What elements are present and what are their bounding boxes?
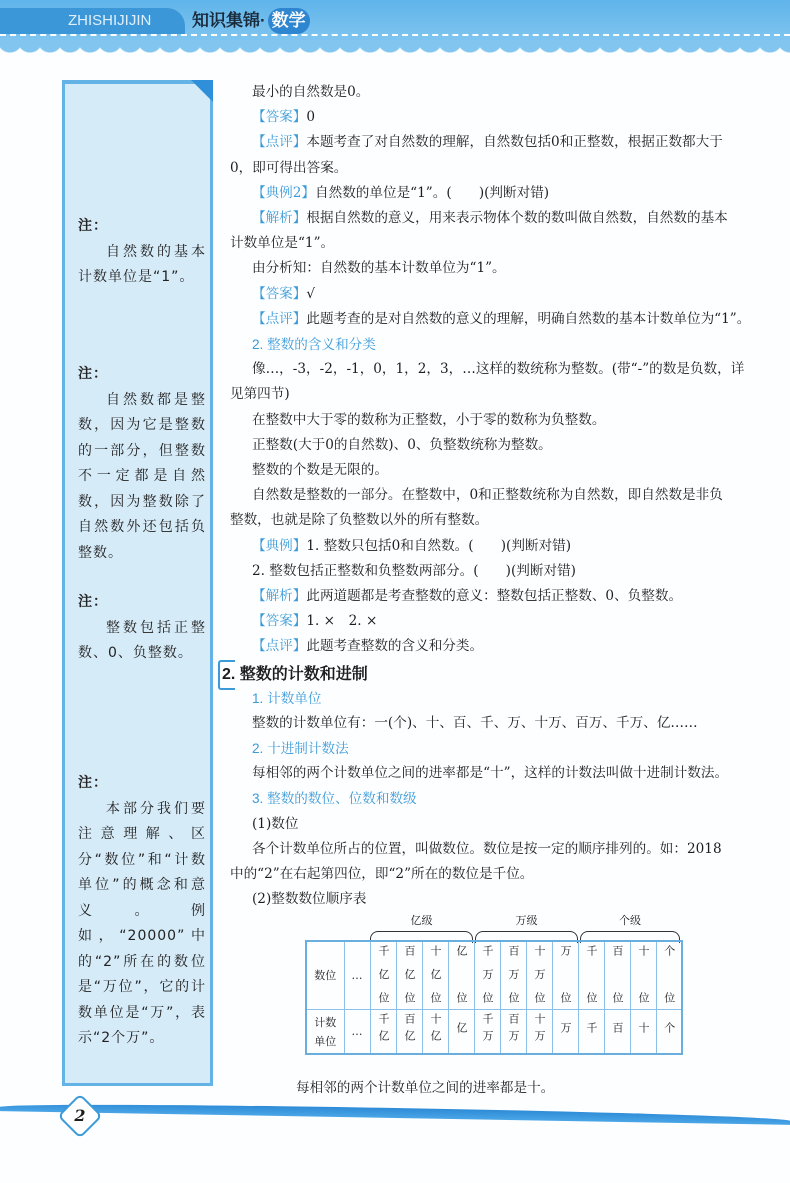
text-line xyxy=(230,408,770,433)
place-cell xyxy=(526,941,552,1010)
line-text: (2)整数数位顺序表 xyxy=(252,891,367,908)
unit-text: 十万 xyxy=(533,1013,546,1047)
group-ge xyxy=(580,912,680,943)
note-3 xyxy=(78,590,206,667)
group-label: 个级 xyxy=(619,914,641,927)
note-heading: 注： xyxy=(78,366,108,382)
text-line xyxy=(230,609,770,634)
subheading: 3. 整数的数位、位数和数级 xyxy=(252,791,417,807)
section-heading xyxy=(218,660,770,686)
label-tag: 【答案】 xyxy=(252,613,307,630)
table-caption: 每相邻的两个计数单位之间的进率都是十。 xyxy=(296,1080,555,1096)
ellipsis-cell: … xyxy=(344,941,370,1010)
subheading: 2. 整数的含义和分类 xyxy=(252,337,376,353)
unit-cell xyxy=(656,1010,682,1055)
line-text: 1. 整数只包括0和自然数。( )(判断对错) xyxy=(306,537,572,554)
line-text: 整数的个数是无限的。 xyxy=(252,462,388,479)
line-text: 像…，-3，-2，-1，0，1，2，3，…这样的数统称为整数。(带“-”的数是负数，详 xyxy=(252,361,745,378)
place-text: 个位 xyxy=(662,945,676,1003)
note-body: 自然数都是整数，因为它是整数的一部分，但整数不一定都是自然数，因为整数除了自然数外还包括负整数。 xyxy=(78,391,206,561)
place-text: 千万位 xyxy=(481,945,494,1003)
line-text: 2. 整数包括正整数和负整数两部分。( )(判断对错) xyxy=(252,562,576,579)
label-tag: 【解析】 xyxy=(252,210,307,227)
header-title xyxy=(192,8,310,34)
place-text: 十万位 xyxy=(533,945,546,1003)
line-text: 0 xyxy=(306,109,316,126)
unit-cell xyxy=(630,1010,656,1055)
unit-cell xyxy=(370,1010,396,1055)
line-text: √ xyxy=(306,285,316,302)
note-body: 整数包括正整数、0、负整数。 xyxy=(78,619,206,661)
subheading: 2. 十进制计数法 xyxy=(252,741,349,757)
unit-text: 亿 xyxy=(455,1021,468,1039)
place-text: 百位 xyxy=(611,945,624,1003)
place-text: 百万位 xyxy=(507,945,520,1003)
unit-cell xyxy=(500,1010,526,1055)
text-line xyxy=(230,282,770,307)
unit-cell xyxy=(422,1010,448,1055)
row-label: 计数单位 xyxy=(306,1010,344,1055)
header-brand: ZHISHIJIJIN xyxy=(0,8,185,34)
line-text: 自然数的单位是“1”。( )(判断对错) xyxy=(315,184,550,201)
unit-text: 千万 xyxy=(481,1013,494,1047)
place-cell xyxy=(500,941,526,1010)
place-cell xyxy=(422,941,448,1010)
ellipsis-cell: … xyxy=(344,1010,370,1055)
label-tag: 【典例2】 xyxy=(252,184,316,201)
unit-cell xyxy=(552,1010,578,1055)
line-text: 整数，也就是除了负整数以外的所有整数。 xyxy=(230,512,489,529)
text-line xyxy=(230,256,770,281)
line-text: 此题考查的是对自然数的意义的理解，明确自然数的基本计数单位为“1”。 xyxy=(306,310,751,327)
corner-fold xyxy=(191,80,213,102)
place-text: 十亿位 xyxy=(429,945,442,1003)
unit-text: 千 xyxy=(585,1021,598,1039)
place-cell xyxy=(656,941,682,1010)
note-heading: 注： xyxy=(78,218,108,234)
text-line xyxy=(230,382,770,407)
book-title: 知识集锦· xyxy=(192,11,266,30)
text-line xyxy=(230,105,770,130)
text-line xyxy=(230,357,770,382)
line-text: 正整数(大于0的自然数)、0、负整数统称为整数。 xyxy=(252,436,552,453)
text-line xyxy=(230,508,770,533)
text-line xyxy=(230,887,770,912)
line-text: 每相邻的两个计数单位之间的进率都是“十”，这样的计数法叫做十进制计数法。 xyxy=(252,765,729,782)
label-tag: 【点评】 xyxy=(252,134,307,151)
label-tag: 【典例】 xyxy=(252,537,307,554)
place-cell xyxy=(630,941,656,1010)
text-line xyxy=(230,80,770,105)
subject-badge: 数学 xyxy=(268,8,310,34)
footer-wave-line xyxy=(0,1101,790,1125)
place-cell xyxy=(474,941,500,1010)
label-tag: 【解析】 xyxy=(252,588,307,605)
line-text: 由分析知：自然数的基本计数单位为“1”。 xyxy=(252,260,506,277)
header-dashed-line xyxy=(0,34,790,36)
place-cell xyxy=(552,941,578,1010)
place-cell xyxy=(578,941,604,1010)
text-line xyxy=(230,307,770,332)
text-line xyxy=(230,534,770,559)
line-text: 本题考查了对自然数的理解，自然数包括0和正整数，根据正数都大于 xyxy=(306,134,723,151)
note-1 xyxy=(78,214,206,291)
line-text: 0，即可得出答案。 xyxy=(230,159,348,176)
text-line xyxy=(230,206,770,231)
text-line xyxy=(230,584,770,609)
text-line xyxy=(230,433,770,458)
table-row-places xyxy=(306,941,682,1010)
unit-cell xyxy=(448,1010,474,1055)
line-text: 1. × 2. × xyxy=(306,613,378,630)
unit-cell xyxy=(474,1010,500,1055)
unit-cell xyxy=(578,1010,604,1055)
unit-text: 个 xyxy=(662,1021,676,1039)
place-text: 千亿位 xyxy=(377,945,390,1003)
text-line xyxy=(230,837,770,862)
line-text: 计数单位是“1”。 xyxy=(230,235,335,252)
place-text: 千位 xyxy=(585,945,598,1003)
unit-text: 十亿 xyxy=(429,1013,442,1047)
text-line xyxy=(230,231,770,256)
text-line xyxy=(230,862,770,887)
row-label: 数位 xyxy=(306,941,344,1010)
text-line xyxy=(230,156,770,181)
note-body: 自然数的基本计数单位是“1”。 xyxy=(78,243,206,285)
place-text: 亿位 xyxy=(455,945,468,1003)
unit-text: 百 xyxy=(611,1021,624,1039)
line-text: 中的“2”在右起第四位，即“2”所在的数位是千位。 xyxy=(230,866,534,883)
text-line xyxy=(230,812,770,837)
label-tag: 【点评】 xyxy=(252,638,307,655)
text-line xyxy=(230,458,770,483)
place-cell xyxy=(370,941,396,1010)
line-text: 在整数中大于零的数称为正整数，小于零的数称为负整数。 xyxy=(252,411,606,428)
label-tag: 【答案】 xyxy=(252,109,307,126)
text-line xyxy=(230,559,770,584)
text-line xyxy=(230,634,770,659)
line-text: (1)数位 xyxy=(252,815,299,832)
place-value-table xyxy=(305,940,683,1055)
line-text: 见第四节) xyxy=(230,386,290,403)
page-number: 2 xyxy=(74,1106,86,1125)
line-text: 自然数是整数的一部分。在整数中，0和正整数统称为自然数，即自然数是非负 xyxy=(252,487,723,504)
unit-text: 万 xyxy=(559,1021,572,1039)
line-text: 此题考查整数的含义和分类。 xyxy=(306,638,484,655)
text-line xyxy=(230,761,770,786)
line-text: 最小的自然数是0。 xyxy=(252,84,370,100)
digit-group-braces xyxy=(370,912,680,940)
note-heading: 注： xyxy=(78,775,108,791)
unit-text: 百万 xyxy=(507,1013,520,1047)
subheading: 1. 计数单位 xyxy=(252,690,322,706)
place-text: 百亿位 xyxy=(403,945,416,1003)
group-yi xyxy=(370,912,473,943)
note-body: 本部分我们要注意理解、区分“数位”和“计数单位”的概念和意义。例如，“20000”中的“2”所在的数位是“万位”，它的计数单位是“万”，表示“2个万”。 xyxy=(78,800,206,1046)
note-4 xyxy=(78,771,206,1052)
text-line xyxy=(230,130,770,155)
place-text: 万位 xyxy=(559,945,572,1003)
group-label: 万级 xyxy=(515,914,538,927)
page-number-badge xyxy=(57,1093,102,1138)
group-wan xyxy=(475,912,578,943)
section-title: 整数的计数和进制 xyxy=(235,665,368,683)
place-cell xyxy=(448,941,474,1010)
line-text: 整数的计数单位有：一(个)、十、百、千、万、十万、百万、千万、亿…… xyxy=(252,714,698,731)
unit-text: 百亿 xyxy=(403,1013,416,1047)
unit-cell xyxy=(604,1010,630,1055)
text-line xyxy=(230,181,770,206)
main-content xyxy=(222,80,770,913)
notes-sidebar xyxy=(62,80,213,1086)
place-cell xyxy=(396,941,422,1010)
place-cell xyxy=(604,941,630,1010)
header-scallop-border xyxy=(0,40,790,62)
text-line xyxy=(230,483,770,508)
note-2 xyxy=(78,362,206,566)
line-text: 根据自然数的意义，用来表示物体个数的数叫做自然数，自然数的基本 xyxy=(306,210,728,227)
section-number: 2. xyxy=(218,660,235,690)
line-text: 各个计数单位所占的位置，叫做数位。数位是按一定的顺序排列的。如：2018 xyxy=(252,840,722,857)
label-tag: 【答案】 xyxy=(252,285,307,302)
place-text: 十位 xyxy=(637,945,650,1003)
text-line xyxy=(230,711,770,736)
unit-text: 千亿 xyxy=(377,1013,390,1047)
note-heading: 注： xyxy=(78,594,108,610)
unit-cell xyxy=(526,1010,552,1055)
table-row-units xyxy=(306,1010,682,1055)
unit-text: 十 xyxy=(637,1021,650,1039)
unit-cell xyxy=(396,1010,422,1055)
label-tag: 【点评】 xyxy=(252,310,307,327)
line-text: 此两道题都是考查整数的意义：整数包括正整数、0、负整数。 xyxy=(306,588,683,605)
group-label: 亿级 xyxy=(410,914,433,927)
